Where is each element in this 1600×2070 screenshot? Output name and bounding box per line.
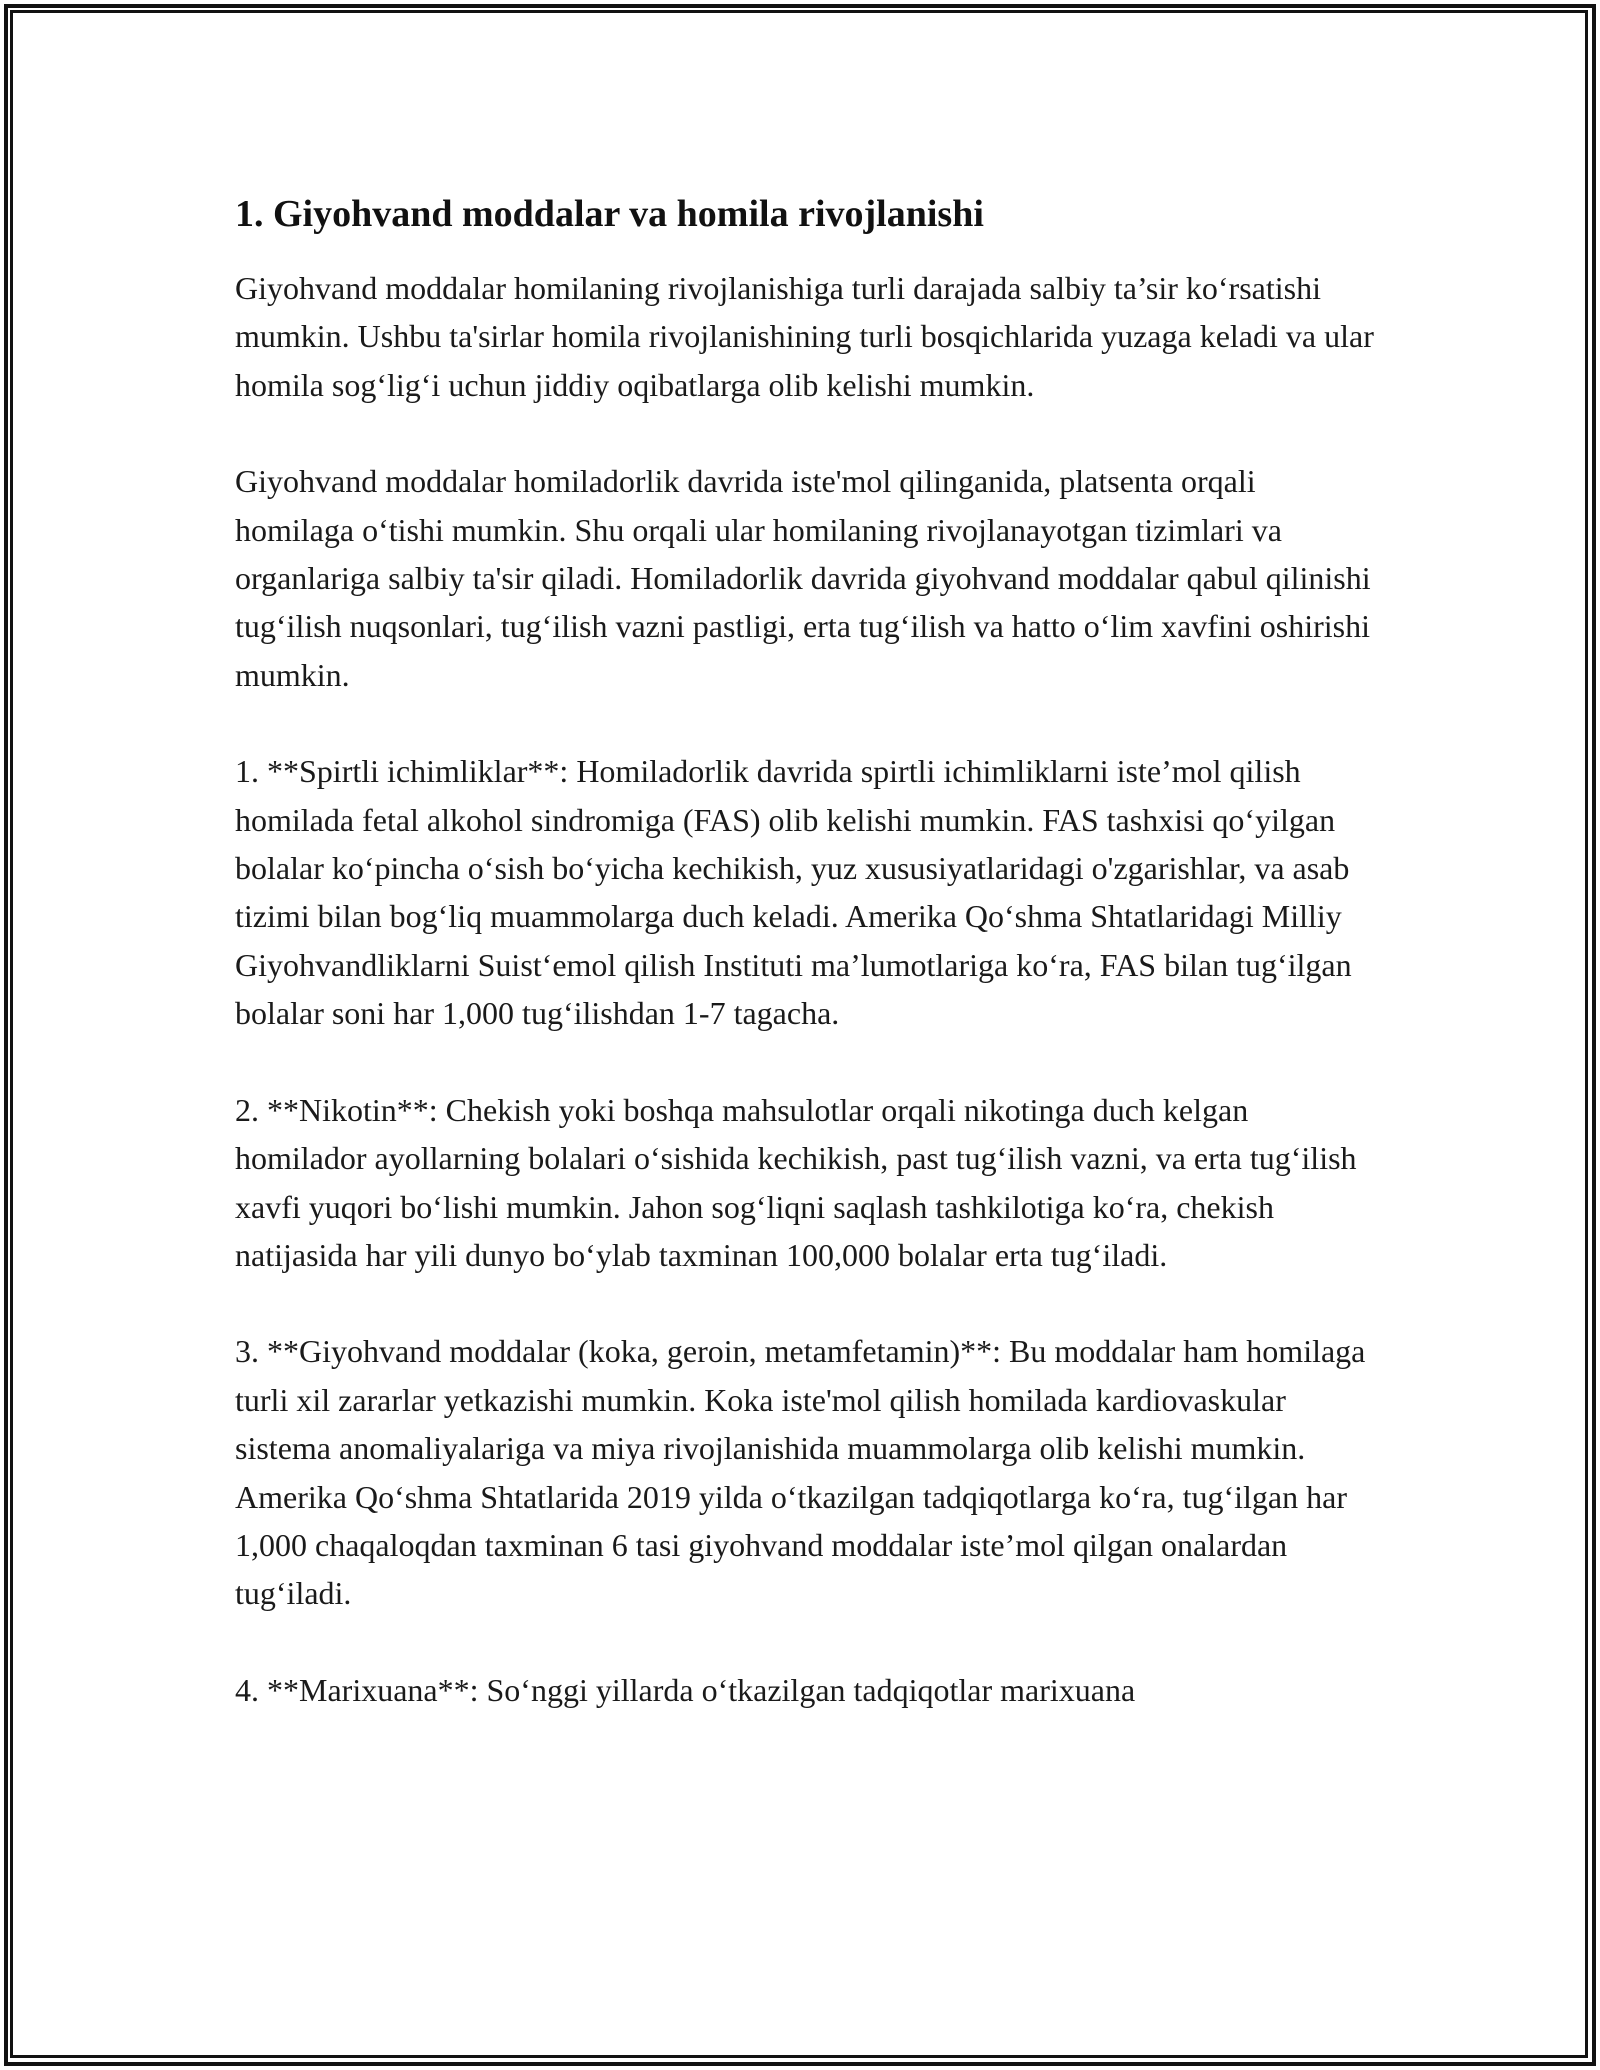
paragraph-drugs: 3. **Giyohvand moddalar (koka, geroin, metamfetamin)**: Bu moddalar ham homilaga turli xil zararlar yetkazishi mumkin. Koka iste'mol qilish homilada kardiovaskular sistema anomaliyalariga va miya rivojlanishida muammolarga olib kelishi mumkin. Amerika Qo‘shma Shtatlarida 2019 yilda o‘tkazilgan tadqiqotlarga ko‘ra, tug‘ilgan har 1,000 chaqaloqdan taxminan 6 tasi giyohvand moddalar iste’mol qilgan onalardan tug‘iladi. [235,1333,1366,1612]
paragraph-marijuana: 4. **Marixuana**: So‘nggi yillarda o‘tkazilgan tadqiqotlar marixuana [235,1671,1136,1708]
paragraph-intro: Giyohvand moddalar homilaning rivojlanishiga turli darajada salbiy ta’sir ko‘rsatishi mumkin. Ushbu ta'sirlar homila rivojlanishining turli bosqichlarida yuzaga keladi va ular homila sog‘lig‘i uchun jiddiy oqibatlarga olib kelishi mumkin. [235,270,1374,403]
document-page [235,188,1375,1762]
paragraph-nicotine: 2. **Nikotin**: Chekish yoki boshqa mahsulotlar orqali nikotinga duch kelgan homilador ayollarning bolalari o‘sishida kechikish, past tug‘ilish vazni, va erta tug‘ilish xavfi yuqori bo‘lishi mumkin. Jahon sog‘liqni saqlash tashkilotiga ko‘ra, chekish natijasida har yili dunyo bo‘ylab taxminan 100,000 bolalar erta tug‘iladi. [235,1091,1357,1273]
paragraph-placenta: Giyohvand moddalar homiladorlik davrida iste'mol qilinganida, platsenta orqali homilaga o‘tishi mumkin. Shu orqali ular homilaning rivojlanayotgan tizimlari va organlariga salbiy ta'sir qiladi. Homiladorlik davrida giyohvand moddalar qabul qilinishi tug‘ilish nuqsonlari, tug‘ilish vazni pastligi, erta tug‘ilish va hatto o‘lim xavfini oshirishi mumkin. [235,463,1371,693]
paragraph-alcohol: 1. **Spirtli ichimliklar**: Homiladorlik davrida spirtli ichimliklarni iste’mol qilish homilada fetal alkohol sindromiga (FAS) olib kelishi mumkin. FAS tashxisi qo‘yilgan bolalar ko‘pincha o‘sish bo‘yicha kechikish, yuz xususiyatlaridagi o'zgarishlar, va asab tizimi bilan bog‘liq muammolarga duch keladi. Amerika Qo‘shma Shtatlaridagi Milliy Giyohvandliklarni Suist‘emol qilish Instituti ma’lumotlariga ko‘ra, FAS bilan tug‘ilgan bolalar soni har 1,000 tug‘ilishdan 1-7 tagacha. [235,753,1352,1032]
section-heading: 1. Giyohvand moddalar va homila rivojlanishi [235,193,984,235]
